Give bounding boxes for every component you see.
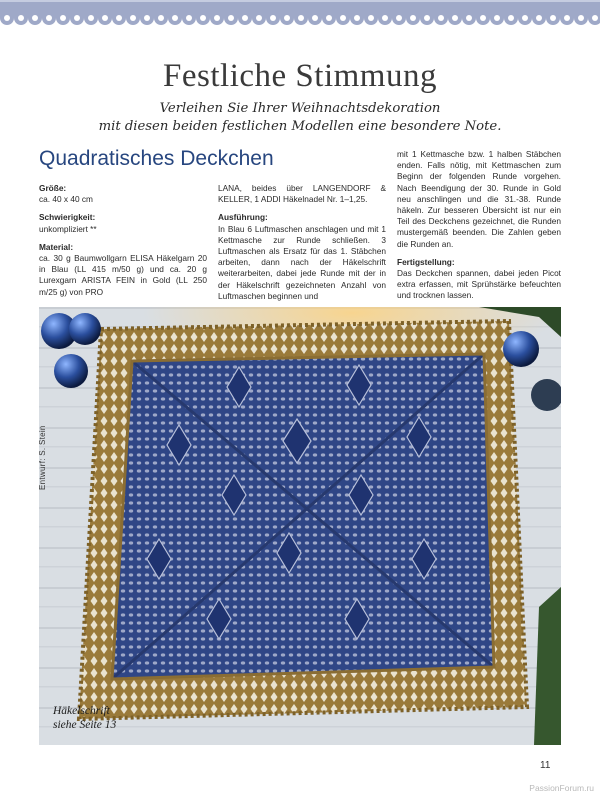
ornament-ball [503,331,539,367]
photo-credit: Entwurf: S. Stein [38,425,47,490]
difficulty-value: unkompliziert ** [39,223,97,234]
execution-label: Ausführung: [218,212,268,223]
ornament-ball [54,354,88,388]
subtitle-line: Verleihen Sie Ihrer Weihnachtsdekoration [159,101,441,116]
text-column-2 [218,183,386,302]
execution-text-continued: mit 1 Kettmasche bzw. 1 halben Stäbchen enden. Falls nötig, mit Kettmaschen zum Beginn der folgenden Runde vorgehen. Nach Beendigung der 30. Runde in Gold neu anschlingen und die 31.-38. Runde häkeln. Zur besseren Übersicht ist nur ein Teil des Deckchens gezeichnet, die Runden mustergemäß beenden. Die Zahlen geben die Runden an. [397,149,561,249]
doily-photo [39,307,561,745]
finishing-text: Das Deckchen spannen, dabei jeden Picot extra erfassen, mit Sprühstärke befeuchten und trocknen lassen. [397,268,561,301]
text-column-3 [397,149,561,302]
subtitle-line: mit diesen beiden festlichen Modellen eine besondere Note. [98,119,502,134]
watermark: PassionForum.ru [529,783,594,793]
page-subtitle [0,100,600,136]
caption-line: siehe Seite 13 [53,719,117,731]
section-title: Quadratisches Deckchen [39,147,274,170]
caption-line: Häkelschrift [53,705,110,717]
execution-text: In Blau 6 Luftmaschen anschlagen und mit 1 Kettmasche zur Runde schließen. 3 Luftmaschen als Ersatz für das 1. Stäbchen arbeiten, dann nach der Häkelschrift weiterarbeiten, dabei jede Runde mit der in der Häkelschrift gezeichneten Anzahl von Luftmaschen beginnen und [218,223,386,301]
material-text-continued: LANA, beides über LANGENDORF & KELLER, 1 ADDI Häkelnadel Nr. 1–1,25. [218,183,386,205]
material-text: ca. 30 g Baumwollgarn ELISA Häkelgarn 20 in Blau (LL 415 m/50 g) und ca. 20 g Lurexgarn ARISTA FEIN in Gold (LL 250 m/25 g) von PRO [39,253,207,297]
size-label: Größe: [39,183,67,193]
ornament-ball [69,313,101,345]
finishing-label: Fertigstellung: [397,256,455,267]
material-label: Material: [39,241,74,252]
doily-illustration [39,307,561,745]
text-column-1 [39,183,207,298]
size-value: ca. 40 x 40 cm [39,194,93,205]
difficulty-label: Schwierigkeit: [39,212,96,223]
chart-reference-caption [53,704,116,732]
page-number: 11 [540,760,551,771]
page-title: Festliche Stimmung [163,58,437,94]
top-scallop-border [0,0,600,34]
